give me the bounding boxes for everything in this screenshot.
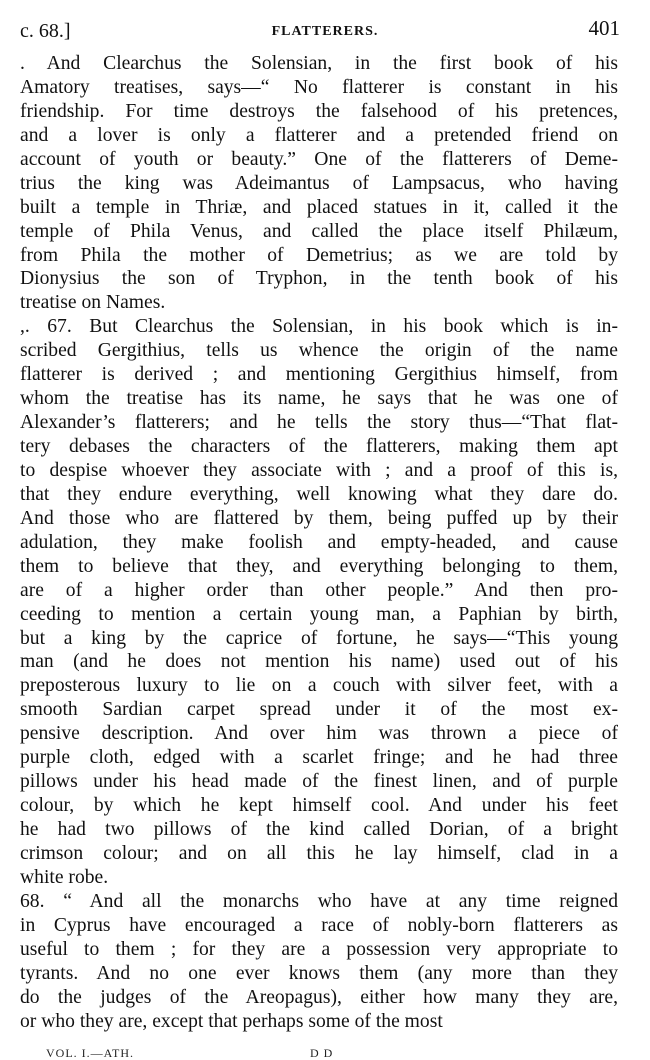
text-line: 68. “ And all the monarchs who have at any time reigned — [20, 890, 618, 912]
running-title: FLATTERERS. — [271, 24, 379, 39]
text-line: temple of Phila Venus, and called the place itself Philæum, — [20, 220, 618, 242]
text-line: adulation, they make foolish and empty-headed, and cause — [20, 531, 618, 553]
text-line: man (and he does not mention his name) used out of his — [20, 651, 618, 673]
text-line: whom the treatise has its name, he says that he was one of — [20, 388, 618, 410]
text-line: . And Clearchus the Solensian, in the first book of his — [20, 53, 618, 74]
text-line: from Phila the mother of Demetrius; as we are told by — [20, 244, 618, 266]
volume-mark: VOL. I.—ATH. — [46, 1046, 134, 1060]
text-line: pillows under his head made of the finest linen, and of purple — [20, 771, 618, 793]
text-line: he had two pillows of the kind called Dorian, of a bright — [20, 819, 618, 840]
text-line: that they endure everything, well knowing what they dare do. — [20, 483, 618, 505]
signature-mark: D D — [310, 1046, 334, 1060]
text-line: tery debases the characters of the flatterers, making them apt — [20, 436, 618, 457]
text-line: white robe. — [20, 866, 109, 888]
text-line: trius the king was Adeimantus of Lampsacus, who having — [20, 172, 618, 194]
text-line: are of a higher order than other people.” And then pro- — [20, 579, 618, 601]
text-line: in Cyprus have encouraged a race of nobly-born flatterers as — [20, 914, 618, 936]
text-line: And those who are flattered by them, being puffed up by their — [20, 507, 618, 529]
text-line: and a lover is only a flatterer and a pretended friend on — [20, 124, 618, 146]
text-line: Alexander’s flatterers; and he tells the story thus—“That flat- — [20, 412, 618, 434]
running-header — [0, 14, 650, 44]
text-line: or who they are, except that perhaps some of the most — [20, 1010, 443, 1032]
text-line: smooth Sardian carpet spread under it of the most ex- — [20, 699, 618, 721]
chapter-reference: c. 68.] — [20, 20, 71, 42]
text-line: Dionysius the son of Tryphon, in the tenth book of his — [20, 268, 618, 290]
text-line: tyrants. And no one ever knows them (any more than they — [20, 962, 618, 984]
text-line: colour, by which he kept himself cool. And under his feet — [20, 795, 618, 817]
text-line: do the judges of the Areopagus), either how many they are, — [20, 986, 618, 1008]
text-line: to despise whoever they associate with ; and a proof of this is, — [20, 459, 618, 481]
text-line: scribed Gergithius, tells us whence the origin of the name — [20, 340, 618, 362]
text-line: Amatory treatises, says—“ No flatterer is constant in his — [20, 76, 618, 98]
body-text — [20, 52, 618, 1033]
text-line: ,. 67. But Clearchus the Solensian, in his book which is in- — [20, 316, 618, 338]
text-line: pensive description. And over him was thrown a piece of — [20, 723, 618, 745]
text-line: built a temple in Thriæ, and placed statues in it, called it the — [20, 196, 618, 218]
text-line: purple cloth, edged with a scarlet fringe; and he had three — [20, 747, 618, 769]
text-line: flatterer is derived ; and mentioning Gergithius himself, from — [20, 364, 618, 386]
text-line: ceeding to mention a certain young man, a Paphian by birth, — [20, 603, 618, 625]
text-line: preposterous luxury to lie on a couch with silver feet, with a — [20, 675, 618, 697]
text-line: but a king by the caprice of fortune, he says—“This young — [20, 627, 618, 649]
text-line: them to believe that they, and everything belonging to them, — [20, 555, 618, 577]
text-line: account of youth or beauty.” One of the flatterers of Deme- — [20, 148, 618, 170]
text-line: crimson colour; and on all this he lay himself, clad in a — [20, 842, 618, 864]
text-line: useful to them ; for they are a possession very appropriate to — [20, 938, 618, 960]
page-footer — [0, 1046, 650, 1060]
text-line: friendship. For time destroys the falsehood of his pretences, — [20, 100, 618, 122]
page-number: 401 — [588, 16, 620, 40]
text-line: treatise on Names. — [20, 292, 166, 314]
